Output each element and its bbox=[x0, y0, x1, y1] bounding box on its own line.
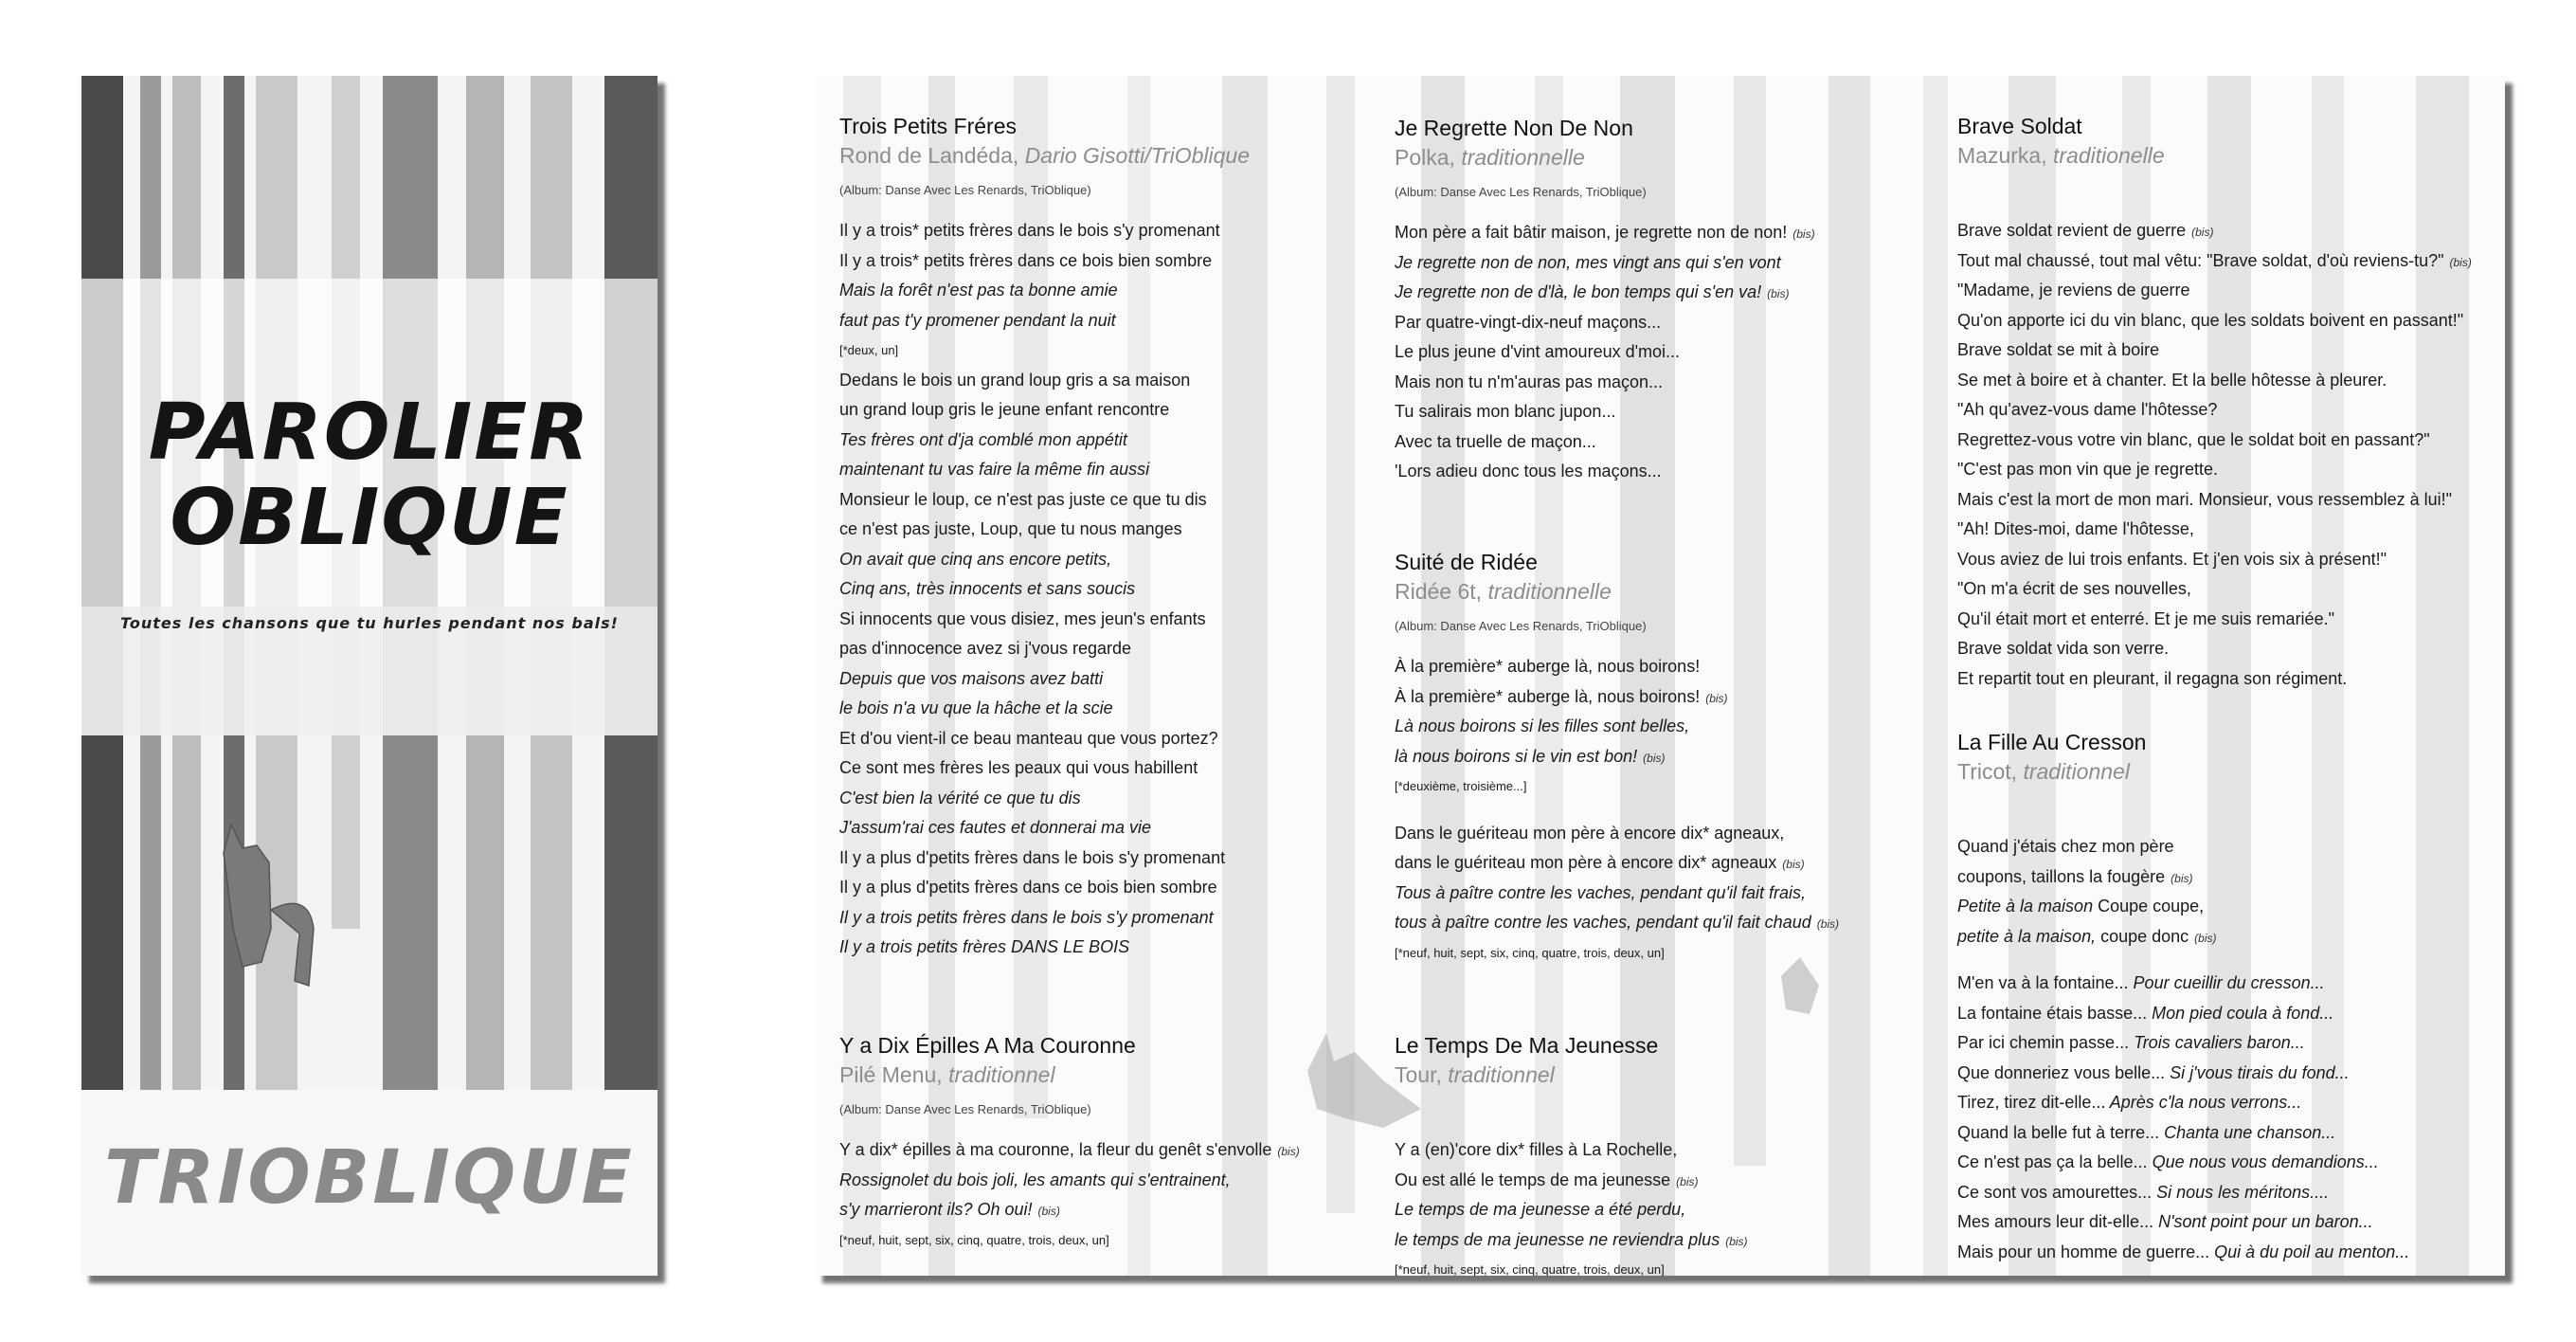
song-title: La Fille Au Cresson bbox=[1957, 730, 2147, 754]
lyric-note bbox=[839, 336, 1389, 366]
lyric-text: Rossignolet du bois joli, les amants qui s'entrainent, bbox=[839, 1170, 1231, 1189]
lyric-line bbox=[1957, 1238, 2505, 1268]
cover-title-line2: OBLIQUE bbox=[170, 473, 569, 563]
lyric-part: Qui à du poil au menton... bbox=[2209, 1242, 2410, 1261]
cover-title-line1: PAROLIER bbox=[148, 388, 591, 478]
lyric-line bbox=[1957, 892, 2505, 922]
lyric-line bbox=[1957, 1059, 2505, 1089]
lyric-line bbox=[1395, 1225, 1944, 1256]
lyrics-panel bbox=[815, 76, 2505, 1276]
lyric-text: Se met à boire et à chanter. Et la belle hôtesse à pleurer. bbox=[1957, 370, 2387, 390]
lyric-text: "Madame, je reviens de guerre bbox=[1957, 281, 2190, 299]
lyric-text: Quand j'étais chez mon père bbox=[1957, 837, 2174, 856]
lyric-line bbox=[1957, 922, 2505, 952]
lyric-line bbox=[1957, 664, 2505, 695]
lyric-text: [*neuf, huit, sept, six, cinq, quatre, trois, deux, un] bbox=[1395, 945, 1665, 960]
lyric-part: petite à la maison, bbox=[1957, 926, 2097, 946]
song-dance-type bbox=[839, 1060, 1389, 1090]
lyric-line bbox=[839, 634, 1389, 664]
lyric-text: pas d'innocence avez si j'vous regarde bbox=[839, 639, 1132, 658]
lyric-part: Quand la belle fut à terre... bbox=[1957, 1122, 2160, 1142]
lyric-line bbox=[1395, 1166, 1944, 1196]
lyric-text: le bois n'a vu que la hâche et la scie bbox=[839, 698, 1113, 717]
lyric-line bbox=[1957, 485, 2505, 516]
lyric-note bbox=[1395, 938, 1944, 969]
lyric-line bbox=[1395, 848, 1944, 879]
song-block bbox=[1395, 548, 1944, 968]
song-dance-type bbox=[1957, 140, 2505, 171]
lyric-part: Trois cavaliers baron... bbox=[2129, 1033, 2305, 1052]
lyric-part: Mais pour un homme de guerre... bbox=[1957, 1242, 2210, 1261]
lyric-text: Le plus jeune d'vint amoureux d'moi... bbox=[1395, 342, 1681, 361]
lyric-line bbox=[839, 485, 1389, 516]
lyric-line bbox=[1957, 1178, 2505, 1208]
lyric-text: Il y a trois petits frères dans le bois s'y promenant bbox=[839, 907, 1214, 927]
cover-subtitle: Toutes les chansons que tu hurles pendant nos bals! bbox=[120, 614, 619, 632]
lyric-line bbox=[1957, 366, 2505, 396]
lyric-text: [*deuxième, troisième...] bbox=[1395, 779, 1527, 793]
lyric-text: Cinq ans, très innocents et sans soucis bbox=[839, 579, 1136, 598]
lyric-text: Avec ta truelle de maçon... bbox=[1395, 431, 1596, 451]
verse-gap bbox=[1957, 952, 2505, 969]
lyric-text: Tout mal chaussé, tout mal vêtu: "Brave soldat, d'où reviens-tu?" bbox=[1957, 250, 2444, 270]
lyric-text: [*neuf, huit, sept, six, cinq, quatre, trois, deux, un] bbox=[839, 1232, 1109, 1247]
lyric-text: Il y a trois* petits frères dans ce bois bien sombre bbox=[839, 250, 1213, 270]
song-author: traditionnelle bbox=[1461, 145, 1585, 170]
lyric-line bbox=[1395, 278, 1944, 308]
lyric-text: ce n'est pas juste, Loup, que tu nous manges bbox=[839, 519, 1182, 538]
lyric-line bbox=[1395, 908, 1944, 938]
lyric-text: Par quatre-vingt-dix-neuf maçons... bbox=[1395, 312, 1662, 332]
song-block bbox=[839, 112, 1389, 963]
lyric-text: Et repartit tout en pleurant, il regagna son régiment. bbox=[1957, 668, 2348, 688]
song-dance-type bbox=[1395, 1060, 1944, 1090]
lyric-line bbox=[839, 694, 1389, 724]
song-lyrics bbox=[839, 1135, 1389, 1255]
song-album bbox=[1395, 1099, 1944, 1120]
lyric-line bbox=[839, 933, 1389, 963]
bis-marker: (bis) bbox=[1705, 691, 1728, 705]
lyric-line bbox=[1957, 605, 2505, 635]
lyric-text: 'Lors adieu donc tous les maçons... bbox=[1395, 462, 1662, 481]
lyric-line bbox=[1395, 819, 1944, 849]
lyric-part: Pour cueillir du cresson... bbox=[2128, 973, 2325, 992]
song-lyrics bbox=[1957, 832, 2505, 1267]
lyric-text: Tous à paître contre les vaches, pendant qu'il fait frais, bbox=[1395, 882, 1807, 902]
lyric-text: Dedans le bois un grand loup gris a sa maison bbox=[839, 370, 1191, 390]
lyric-text: "On m'a écrit de ses nouvelles, bbox=[1957, 579, 2191, 598]
lyric-text: Je regrette non de d'là, le bon temps qui s'en va! bbox=[1395, 282, 1762, 301]
lyric-text: Le temps de ma jeunesse a été perdu, bbox=[1395, 1200, 1686, 1219]
lyric-line bbox=[1957, 1207, 2505, 1238]
lyric-text: Il y a trois petits frères DANS LE BOIS bbox=[839, 937, 1130, 956]
lyric-line bbox=[1957, 515, 2505, 545]
lyric-line bbox=[839, 903, 1389, 934]
song-title: Trois Petits Fréres bbox=[839, 114, 1018, 138]
lyric-line bbox=[839, 545, 1389, 575]
lyric-line bbox=[839, 306, 1389, 336]
bis-marker: (bis) bbox=[2191, 226, 2214, 239]
song-dance-type bbox=[839, 140, 1389, 171]
lyric-part: Mon pied coula à fond... bbox=[2147, 1003, 2334, 1023]
lyric-line bbox=[1395, 879, 1944, 909]
lyric-line bbox=[1395, 248, 1944, 279]
lyric-line bbox=[1395, 457, 1944, 487]
lyric-note bbox=[1395, 1255, 1944, 1276]
dance-name: Mazurka, bbox=[1957, 143, 2053, 168]
lyric-text: là nous boirons si le vin est bon! bbox=[1395, 746, 1638, 766]
lyric-line bbox=[1957, 1028, 2505, 1059]
song-album: (Album: Danse Avec Les Renards, TriOblique) bbox=[1395, 185, 1647, 199]
lyric-note bbox=[839, 1225, 1389, 1256]
song-album: (Album: Danse Avec Les Renards, TriOblique) bbox=[1395, 619, 1647, 633]
song-album bbox=[1957, 796, 2505, 817]
lyric-line bbox=[839, 366, 1389, 396]
lyric-line bbox=[839, 574, 1389, 605]
lyric-part: Si j'vous tirais du fond... bbox=[2165, 1062, 2350, 1082]
song-author: traditionnel bbox=[2023, 759, 2130, 784]
lyric-text: Vous aviez de lui trois enfants. Et j'en vois six à présent!" bbox=[1957, 549, 2387, 569]
lyric-text: coupons, taillons la fougère bbox=[1957, 866, 2166, 886]
song-author: Dario Gisotti/TriOblique bbox=[1024, 143, 1250, 168]
song-author: traditionnel bbox=[948, 1062, 1055, 1087]
lyric-line bbox=[1395, 1135, 1944, 1166]
lyric-text: C'est bien la vérité ce que tu dis bbox=[839, 788, 1081, 807]
lyric-text: Y a (en)'core dix* filles à La Rochelle, bbox=[1395, 1140, 1678, 1159]
song-album: (Album: Danse Avec Les Renards, TriOblique) bbox=[839, 183, 1091, 197]
song-album: (Album: Danse Avec Les Renards, TriOblique) bbox=[839, 1102, 1091, 1116]
lyric-text: Il y a plus d'petits frères dans le bois s'y promenant bbox=[839, 847, 1226, 867]
lyric-text: le temps de ma jeunesse ne reviendra plus bbox=[1395, 1229, 1720, 1249]
bis-marker: (bis) bbox=[1792, 227, 1815, 241]
dance-name: Pilé Menu, bbox=[839, 1062, 949, 1087]
lyric-line bbox=[839, 426, 1389, 456]
lyric-line bbox=[1395, 397, 1944, 427]
lyric-line bbox=[1957, 216, 2505, 246]
lyric-line bbox=[1957, 246, 2505, 277]
song-lyrics bbox=[839, 216, 1389, 963]
lyric-part: M'en va à la fontaine... bbox=[1957, 973, 2129, 992]
lyric-line bbox=[1395, 652, 1944, 682]
song-title: Suité de Ridée bbox=[1395, 550, 1538, 574]
lyric-text: Qu'il était mort et enterré. Et je me suis remariée." bbox=[1957, 608, 2334, 628]
lyric-text: Là nous boirons si les filles sont belles, bbox=[1395, 716, 1690, 735]
lyric-text: À la première* auberge là, nous boirons! bbox=[1395, 686, 1701, 706]
lyric-part: Si nous les méritons.... bbox=[2152, 1182, 2330, 1202]
lyric-line bbox=[839, 753, 1389, 784]
song-title: Le Temps De Ma Jeunesse bbox=[1395, 1033, 1659, 1058]
lyric-line bbox=[839, 664, 1389, 695]
bis-marker: (bis) bbox=[2194, 931, 2217, 945]
lyric-line bbox=[1957, 455, 2505, 485]
song-block bbox=[1957, 728, 2505, 1267]
lyric-part: La fontaine étais basse... bbox=[1957, 1003, 2148, 1023]
bis-marker: (bis) bbox=[1676, 1174, 1699, 1188]
lyric-line bbox=[839, 1135, 1389, 1166]
lyric-text: faut pas t'y promener pendant la nuit bbox=[839, 310, 1116, 330]
lyric-part: N'sont point pour un baron... bbox=[2153, 1212, 2373, 1231]
lyric-text: Mais c'est la mort de mon mari. Monsieur, vous ressemblez à lui!" bbox=[1957, 489, 2453, 509]
lyric-line bbox=[1957, 1148, 2505, 1178]
lyric-text: Je regrette non de non, mes vingt ans qui s'en vont bbox=[1395, 252, 1781, 272]
bis-marker: (bis) bbox=[1643, 751, 1666, 765]
lyric-text: Mais la forêt n'est pas ta bonne amie bbox=[839, 281, 1118, 299]
lyric-line bbox=[839, 515, 1389, 545]
lyric-line bbox=[839, 1195, 1389, 1225]
lyric-line bbox=[1957, 574, 2505, 605]
lyric-part: Coupe coupe, bbox=[2093, 897, 2205, 916]
lyric-line bbox=[839, 246, 1389, 277]
lyric-line bbox=[1395, 427, 1944, 458]
lyric-line bbox=[1957, 1118, 2505, 1149]
lyric-text: Brave soldat se mit à boire bbox=[1957, 340, 2160, 359]
lyric-text: un grand loup gris le jeune enfant rencontre bbox=[839, 400, 1170, 419]
lyric-text: On avait que cinq ans encore petits, bbox=[839, 549, 1112, 569]
song-block bbox=[1957, 112, 2505, 694]
lyric-text: Regrettez-vous votre vin blanc, que le soldat boit en passant?" bbox=[1957, 429, 2430, 449]
bis-marker: (bis) bbox=[1277, 1145, 1300, 1158]
lyric-line bbox=[1957, 545, 2505, 575]
lyric-line bbox=[1957, 1088, 2505, 1118]
lyric-text: Ou est allé le temps de ma jeunesse bbox=[1395, 1170, 1671, 1189]
lyric-line bbox=[839, 724, 1389, 754]
verse-gap bbox=[1395, 802, 1944, 819]
lyric-line bbox=[1395, 368, 1944, 398]
song-dance-type bbox=[1395, 576, 1944, 607]
lyric-text: [*deux, un] bbox=[839, 343, 899, 357]
lyric-line bbox=[1957, 336, 2505, 366]
song-lyrics bbox=[1957, 216, 2505, 694]
lyric-line bbox=[839, 784, 1389, 814]
song-block bbox=[839, 1031, 1389, 1255]
lyric-line bbox=[1395, 218, 1944, 248]
song-lyrics bbox=[1395, 652, 1944, 968]
lyric-text: Mais non tu n'm'auras pas maçon... bbox=[1395, 372, 1664, 391]
lyric-text: Et d'ou vient-il ce beau manteau que vous portez? bbox=[839, 728, 1218, 748]
bis-marker: (bis) bbox=[1037, 1205, 1060, 1218]
lyric-line bbox=[839, 873, 1389, 903]
bis-marker: (bis) bbox=[2171, 871, 2193, 885]
lyric-line bbox=[1395, 682, 1944, 713]
lyric-line bbox=[1395, 337, 1944, 368]
lyric-text: Brave soldat revient de guerre bbox=[1957, 221, 2187, 240]
dance-name: Tricot, bbox=[1957, 759, 2024, 784]
song-album bbox=[1957, 180, 2505, 201]
lyric-line bbox=[839, 395, 1389, 426]
lyric-text: "Ah! Dites-moi, dame l'hôtesse, bbox=[1957, 519, 2194, 538]
lyric-text: Qu'on apporte ici du vin blanc, que les soldats boivent en passant!" bbox=[1957, 310, 2464, 330]
song-lyrics bbox=[1395, 1135, 1944, 1276]
lyric-line bbox=[1957, 832, 2505, 862]
lyric-text: Il y a plus d'petits frères dans ce bois bien sombre bbox=[839, 878, 1217, 897]
lyric-text: Dans le guériteau mon père à encore dix* agneaux, bbox=[1395, 823, 1785, 843]
song-block bbox=[1395, 114, 1944, 487]
lyric-line bbox=[839, 813, 1389, 843]
lyric-text: [*neuf, huit, sept, six, cinq, quatre, trois, deux, un] bbox=[1395, 1262, 1665, 1276]
lyric-line bbox=[1395, 1195, 1944, 1225]
song-title: Brave Soldat bbox=[1957, 114, 2082, 138]
lyric-line bbox=[839, 843, 1389, 874]
lyric-text: J'assum'rai ces fautes et donnerai ma vie bbox=[839, 818, 1152, 837]
bis-marker: (bis) bbox=[1767, 287, 1790, 300]
lyric-line bbox=[1957, 634, 2505, 664]
song-title: Y a Dix Épilles A Ma Couronne bbox=[839, 1033, 1136, 1058]
lyric-line bbox=[1957, 276, 2505, 306]
lyric-text: Il y a trois* petits frères dans le bois s'y promenant bbox=[839, 221, 1220, 240]
lyric-line bbox=[1957, 969, 2505, 999]
bis-marker: (bis) bbox=[1816, 917, 1840, 931]
lyric-text: dans le guériteau mon père à encore dix* agneaux bbox=[1395, 853, 1777, 872]
dance-name: Polka, bbox=[1395, 145, 1462, 170]
lyric-line bbox=[1395, 712, 1944, 742]
lyric-line bbox=[839, 455, 1389, 485]
song-block bbox=[1395, 1031, 1944, 1276]
lyric-text: tous à paître contre les vaches, pendant qu'il fait chaud bbox=[1395, 913, 1811, 932]
lyric-text: Tu salirais mon blanc jupon... bbox=[1395, 402, 1616, 421]
dance-name: Ridée 6t, bbox=[1395, 579, 1488, 604]
lyric-part: Ce n'est pas ça la belle... bbox=[1957, 1152, 2148, 1171]
lyric-text: maintenant tu vas faire la même fin aussi bbox=[839, 460, 1150, 479]
lyric-text: Monsieur le loup, ce n'est pas juste ce que tu dis bbox=[839, 489, 1207, 509]
lyric-line bbox=[839, 1166, 1389, 1196]
lyric-line bbox=[1957, 426, 2505, 456]
lyric-text: Si innocents que vous disiez, mes jeun's enfants bbox=[839, 608, 1206, 628]
lyric-line bbox=[1957, 862, 2505, 893]
lyric-part: Après c'la nous verrons... bbox=[2105, 1093, 2302, 1112]
song-title: Je Regrette Non De Non bbox=[1395, 116, 1633, 140]
bis-marker: (bis) bbox=[1725, 1234, 1748, 1248]
lyric-text: Depuis que vos maisons avez batti bbox=[839, 668, 1104, 688]
lyric-text: "C'est pas mon vin que je regrette. bbox=[1957, 460, 2218, 479]
song-author: traditionnel bbox=[1448, 1062, 1555, 1087]
lyric-line bbox=[1957, 999, 2505, 1029]
lyric-line bbox=[839, 216, 1389, 246]
lyric-line bbox=[1395, 308, 1944, 338]
lyric-part: Mes amours leur dit-elle... bbox=[1957, 1212, 2154, 1231]
lyric-part: Que nous vous demandions... bbox=[2147, 1152, 2379, 1171]
lyric-line bbox=[839, 276, 1389, 306]
lyric-text: Mon père a fait bâtir maison, je regrette non de non! bbox=[1395, 223, 1788, 242]
cover-brand-logo: TRIOBLIQUE bbox=[104, 1135, 635, 1221]
song-author: traditionnelle bbox=[1487, 579, 1612, 604]
lyric-part: Chanta une chanson... bbox=[2159, 1122, 2336, 1142]
lyric-text: "Ah qu'avez-vous dame l'hôtesse? bbox=[1957, 400, 2218, 419]
song-author: traditionelle bbox=[2052, 143, 2165, 168]
lyric-text: Ce sont mes frères les peaux qui vous habillent bbox=[839, 758, 1198, 777]
dance-name: Tour, bbox=[1395, 1062, 1449, 1087]
lyric-part: coupe donc bbox=[2096, 926, 2189, 946]
lyric-line bbox=[1957, 395, 2505, 426]
lyric-line bbox=[1395, 742, 1944, 772]
lyric-text: Y a dix* épilles à ma couronne, la fleur du genêt s'envolle bbox=[839, 1140, 1272, 1159]
song-dance-type bbox=[1957, 756, 2505, 787]
lyric-text: s'y marrieront ils? Oh oui! bbox=[839, 1200, 1033, 1219]
song-dance-type bbox=[1395, 142, 1944, 172]
lyric-line bbox=[839, 605, 1389, 635]
lyric-text: Tes frères ont d'ja comblé mon appétit bbox=[839, 429, 1127, 449]
lyric-part: Que donneriez vous belle... bbox=[1957, 1062, 2166, 1082]
lyric-part: Ce sont vos amourettes... bbox=[1957, 1182, 2153, 1202]
lyric-text: À la première* auberge là, nous boirons! bbox=[1395, 657, 1701, 676]
dance-name: Rond de Landéda, bbox=[839, 143, 1025, 168]
lyric-note bbox=[1395, 771, 1944, 802]
lyric-part: Tirez, tirez dit-elle... bbox=[1957, 1093, 2106, 1112]
song-lyrics bbox=[1395, 218, 1944, 487]
lyric-part: Par ici chemin passe... bbox=[1957, 1033, 2130, 1052]
lyric-part: Petite à la maison bbox=[1957, 897, 2094, 916]
bis-marker: (bis) bbox=[2449, 255, 2472, 269]
lyric-line bbox=[1957, 306, 2505, 336]
bis-marker: (bis) bbox=[1782, 858, 1805, 871]
cover-panel bbox=[81, 76, 658, 1276]
lyric-text: Brave soldat vida son verre. bbox=[1957, 639, 2170, 658]
